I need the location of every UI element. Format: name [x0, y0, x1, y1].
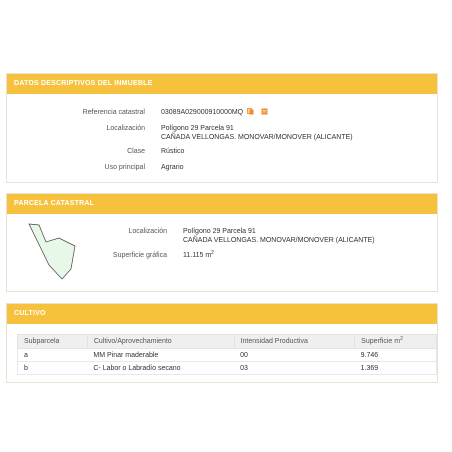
cell-subparcela: a	[18, 349, 88, 362]
main-use-row	[7, 162, 437, 174]
cadastral-parcel-panel	[6, 193, 438, 292]
cadastral-reference-row	[7, 107, 437, 119]
col-cultivo: Cultivo/Aprovechamiento	[87, 335, 234, 349]
parcel-location-value-line2: CAÑADA VELLONGAS. MONOVAR/MONOVER (ALICANTE)	[183, 237, 375, 244]
class-value: Rústico	[161, 148, 185, 155]
col-superficie	[355, 335, 437, 349]
graphic-surface-value: 11.115 m	[183, 252, 212, 259]
cadastral-reference-value: 03089A029000910000MQ	[161, 109, 244, 116]
location-value-line2: CAÑADA VELLONGAS. MONOVAR/MONOVER (ALICANTE)	[161, 134, 353, 141]
cadastral-reference-label: Referencia catastral	[82, 109, 145, 116]
class-label: Clase	[127, 148, 145, 155]
crop-panel	[6, 303, 438, 383]
graphic-surface-unit-exponent: 2	[211, 250, 214, 256]
descriptive-data-header: DATOS DESCRIPTIVOS DEL INMUEBLE	[7, 74, 437, 94]
crop-table	[17, 334, 437, 375]
parcel-location-label: Localización	[128, 228, 167, 235]
descriptive-data-panel	[6, 73, 438, 183]
graphic-surface-row	[7, 250, 437, 262]
cadastral-parcel-header: PARCELA CATASTRAL	[7, 194, 437, 214]
col-superficie-exponent: 2	[400, 336, 403, 342]
main-use-value: Agrario	[161, 164, 184, 171]
cell-intensidad: 00	[234, 349, 355, 362]
cell-subparcela: b	[18, 362, 88, 375]
crop-header: CULTIVO	[7, 304, 437, 324]
cell-cultivo: MM Pinar maderable	[87, 349, 234, 362]
class-row	[7, 146, 437, 158]
location-label: Localización	[106, 125, 145, 132]
document-icon[interactable]	[261, 108, 268, 115]
crop-table-header-row	[18, 335, 437, 349]
cell-intensidad: 03	[234, 362, 355, 375]
parcel-location-row	[7, 226, 437, 250]
col-intensidad: Intensidad Productiva	[234, 335, 355, 349]
cell-superficie: 9.746	[355, 349, 437, 362]
location-row	[7, 123, 437, 147]
table-row	[18, 349, 437, 362]
graphic-surface-label: Superficie gráfica	[112, 252, 167, 259]
table-row	[18, 362, 437, 375]
main-use-label: Uso principal	[104, 164, 145, 171]
parcel-location-value: Polígono 29 Parcela 91	[183, 228, 256, 235]
copy-icon[interactable]	[247, 108, 254, 115]
col-subparcela: Subparcela	[18, 335, 88, 349]
cell-superficie: 1.369	[355, 362, 437, 375]
location-value: Polígono 29 Parcela 91	[161, 125, 234, 132]
col-superficie-label: Superficie m	[361, 338, 401, 345]
cell-cultivo: C- Labor o Labradío secano	[87, 362, 234, 375]
